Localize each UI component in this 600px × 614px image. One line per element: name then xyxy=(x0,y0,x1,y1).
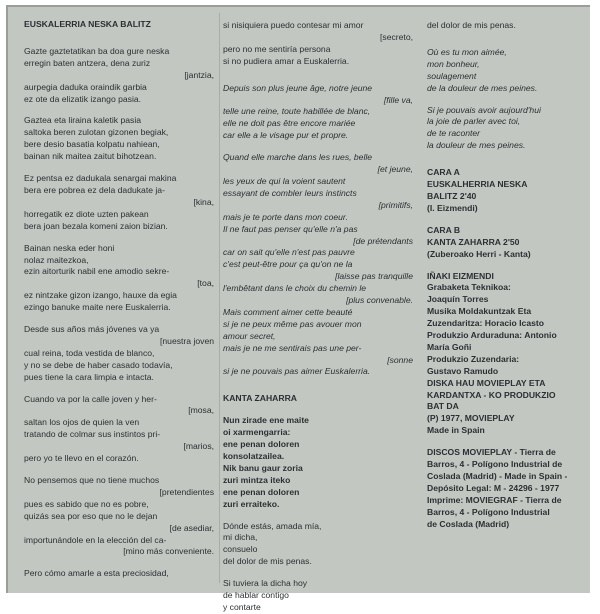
text-line: Depuis son plus jeune âge, notre jeune xyxy=(223,82,373,93)
text-line: Produkzio Zuzendaria: xyxy=(427,353,520,364)
lyrics-basque-spanish xyxy=(24,46,214,580)
text-line: Zuzendaritza: Horacio Icasto xyxy=(427,318,544,329)
text-line: car elle a le visage pur et propre. xyxy=(223,130,349,141)
text-line: Si tuviera la dicha hoy xyxy=(223,578,308,589)
text-line: (Zuberoako Herri - Kanta) xyxy=(427,248,531,259)
text-line: [et jeune, xyxy=(377,164,413,175)
text-line: Barros, 4 - Polígono Industrial xyxy=(427,506,550,517)
text-line: de la douleur de mes peines. xyxy=(427,82,538,93)
text-line: Desde sus años más jóvenes va ya xyxy=(24,324,160,335)
stanza xyxy=(24,568,214,580)
text-line: ezingo banuke maite nere Euskalerria. xyxy=(24,302,171,313)
text-line: car on sait qu'elle n'est pas pauvre xyxy=(223,247,355,258)
text-line: zuri erraiteko. xyxy=(223,498,280,509)
text-line: IÑAKI EIZMENDI xyxy=(427,270,494,281)
text-line: la douleur de mes peines. xyxy=(427,140,526,151)
text-line: Où es tu mon aimée, xyxy=(427,46,507,57)
text-line: konsolatzailea. xyxy=(223,451,285,461)
lyrics-spanish-2 xyxy=(223,521,413,569)
stanza xyxy=(24,475,214,558)
text-line: Quand elle marche dans les rues, belle xyxy=(223,152,373,163)
text-line: mon bonheur, xyxy=(427,58,480,69)
stanza xyxy=(24,173,214,233)
text-line: BAT DA xyxy=(427,401,459,412)
label-info xyxy=(427,447,587,530)
text-line: CARA A xyxy=(427,167,460,178)
text-line: Bainan neska eder honi xyxy=(24,242,115,253)
text-line: cual reina, toda vestida de blanco, xyxy=(24,347,155,358)
text-line: soulagement xyxy=(427,70,477,81)
text-line: Imprime: MOVIEGRAF - Tierra de xyxy=(427,494,562,505)
text-line: [toa, xyxy=(197,278,214,289)
text-line: importunándole en la elección del ca- xyxy=(24,534,167,545)
text-line: [primitifs, xyxy=(378,199,413,210)
text-line: [secreto, xyxy=(380,31,413,42)
text-line: elle ne doit pas être encore mariée xyxy=(223,118,356,129)
text-line: Depósito Legal: M - 24296 - 1977 xyxy=(427,482,560,493)
text-line: Gaztea eta liraina kaletik pasia xyxy=(24,115,142,126)
text-line: saltan los ojos de quien la ven xyxy=(24,417,140,428)
column-divider xyxy=(219,13,220,583)
text-line: si no pudiera amar a Euskalerria. xyxy=(223,55,350,66)
text-line: Nik banu gaur zoria xyxy=(223,462,303,473)
text-line: [jantzia, xyxy=(184,69,214,80)
text-line: si je ne pouvais pas aimer Euskalerria. xyxy=(223,366,371,377)
text-line: horregatik ez diote uzten pakean xyxy=(24,208,149,219)
text-line: la joie de parler avec toi, xyxy=(427,116,521,127)
lyrics-basque-2 xyxy=(223,415,413,510)
column-right xyxy=(427,20,587,531)
text-line: DISCOS MOVIEPLAY - Tierra de xyxy=(427,447,556,458)
text-line: [mino más conveniente. xyxy=(123,546,214,557)
text-line: ene penan doloren xyxy=(223,486,300,497)
text-line: bera joan bezala komeni zaion bizian. xyxy=(24,220,168,231)
text-line: Nun zirade ene maite xyxy=(223,415,309,426)
text-line: [laisse pas tranquille xyxy=(335,271,413,282)
text-line: [fille va, xyxy=(383,94,413,105)
side-b-info xyxy=(427,225,587,261)
stanza xyxy=(24,324,214,384)
text-line: pues tiene la cara limpia e intacta. xyxy=(24,371,154,382)
text-line: aurpegia daduka oraindik garbia xyxy=(24,81,147,92)
text-line: Produkzio Arduraduna: Antonio xyxy=(427,330,557,341)
text-line: [mosa, xyxy=(188,405,214,416)
text-line: de hablar contigo xyxy=(223,590,289,601)
text-line: y contarte xyxy=(223,601,261,612)
text-line: pero yo te llevo en el corazón. xyxy=(24,453,139,464)
text-line: tratando de colmar sus instintos pri- xyxy=(24,429,161,440)
text-line: Musika Moldakuntzak Eta xyxy=(427,306,532,317)
text-line: Made in Spain xyxy=(427,425,485,436)
text-line: essayant de combler leurs instincts xyxy=(223,187,357,198)
stanza xyxy=(24,394,214,465)
text-line: Gazte gaztetatikan ba doa gure neska xyxy=(24,45,170,56)
text-line: mi dicha, xyxy=(223,532,258,543)
text-line: nolaz maitezkoa, xyxy=(24,254,89,265)
text-line: Joaquín Torres xyxy=(427,294,489,305)
text-line: Mais comment aimer cette beauté xyxy=(223,306,353,317)
text-line: [kina, xyxy=(193,196,214,207)
lyrics-spanish-3 xyxy=(223,578,413,614)
text-line: Barros, 4 - Polígono Industrial de xyxy=(427,459,563,470)
text-line: de te raconter xyxy=(427,128,481,139)
text-line: KARDANTXA - KO PRODUKZIO xyxy=(427,389,556,400)
text-line: Ez pentsa ez dadukala senargai makina xyxy=(24,173,177,184)
lyrics-french-3 xyxy=(427,47,587,95)
side-a-info xyxy=(427,167,587,215)
text-line: consuelo xyxy=(223,544,258,555)
text-line: [nuestra joven xyxy=(160,335,214,346)
text-line: Pero cómo amarle a esta preciosidad, xyxy=(24,568,169,579)
text-line: telle une reine, toute habillée de blanc, xyxy=(223,106,371,117)
text-line: si je ne peux même pas avouer mon xyxy=(223,318,362,329)
text-line: No pensemos que no tiene muchos xyxy=(24,475,160,485)
column-left xyxy=(24,19,214,580)
text-line: Il ne faut pas penser qu'elle n'a pas xyxy=(223,223,358,234)
text-line: mais je ne me sentirais pas une per- xyxy=(223,342,362,353)
text-line: amour secret, xyxy=(223,330,276,341)
text-line: Gustavo Ramudo xyxy=(427,365,499,376)
text-line: Coslada (Madrid) - Made in Spain - xyxy=(427,471,568,481)
text-line: mais je te porte dans mon coeur. xyxy=(223,211,348,222)
text-line: KANTA ZAHARRA 2'50 xyxy=(427,236,520,247)
text-line: [de prétendants xyxy=(353,235,413,246)
text-line: y no se debe de haber casado todavía, xyxy=(24,359,173,370)
text-line: quizás sea por eso que no le dejan xyxy=(24,510,158,521)
text-line: l'embêtant dans le choix du chemin le xyxy=(223,283,367,294)
text-line: Cuando va por la calle joven y her- xyxy=(24,393,157,404)
text-line: bainan nik maitea zaitut bihotzean. xyxy=(24,151,157,162)
text-line: Dónde estás, amada mía, xyxy=(223,520,322,531)
text-line: (P) 1977, MOVIEPLAY xyxy=(427,413,515,424)
lyrics-french-1 xyxy=(223,83,413,143)
text-line: oi xarmengarria: xyxy=(223,427,291,438)
text-line: Si je pouvais avoir aujourd'hui xyxy=(427,104,541,115)
song-title-2: KANTA ZAHARRA xyxy=(223,393,297,404)
text-line: pero no me sentiría persona xyxy=(223,43,331,54)
text-line: Grabaketa Teknikoa: xyxy=(427,282,511,293)
production-credits xyxy=(427,271,587,438)
text-line: ene penan doloren xyxy=(223,439,300,450)
lyrics-french-2 xyxy=(223,152,413,378)
column-middle xyxy=(223,20,413,614)
text-line: erregin baten antzera, dena zuriz xyxy=(24,57,151,68)
text-line: María Goñi xyxy=(427,341,472,352)
text-line: DISKA HAU MOVIEPLAY ETA xyxy=(427,377,546,388)
text-line: [sonne xyxy=(387,354,413,365)
record-sleeve-back xyxy=(6,5,590,612)
text-line: (I. Eizmendi) xyxy=(427,202,478,213)
text-line: CARA B xyxy=(427,224,461,235)
text-line: pues es sabido que no es pobre, xyxy=(24,498,149,509)
text-line: del dolor de mis penas. xyxy=(427,20,516,30)
text-line: saltoka beren zulotan gizonen begiak, xyxy=(24,127,169,138)
text-line: [plus convenable. xyxy=(346,295,413,306)
text-line: ez ote da elizatik izango pasia. xyxy=(24,93,142,104)
text-line: si nisiquiera puedo contesar mi amor xyxy=(223,20,364,30)
text-line: del dolor de mis penas. xyxy=(223,556,312,567)
text-line: zuri mintza iteko xyxy=(223,474,291,485)
stanza xyxy=(24,46,214,106)
stanza xyxy=(24,243,214,314)
text-line: c'est peut-être pour ça qu'on ne la xyxy=(223,259,353,270)
lyrics-french-4 xyxy=(427,105,587,153)
text-line: de Coslada (Madrid) xyxy=(427,518,510,529)
text-line: les yeux de qui la voient sautent xyxy=(223,175,346,186)
text-line: [pretendientes xyxy=(159,486,214,497)
song-title-1: EUSKALERRIA NESKA BALITZ xyxy=(24,19,151,29)
text-line: ez nintzake gizon izango, hauxe da egia xyxy=(24,290,177,301)
stanza xyxy=(24,115,214,163)
text-line: [de asediar, xyxy=(169,522,214,533)
lyrics-spanish-cont xyxy=(427,20,587,32)
text-line: EUSKALHERRIA NESKA xyxy=(427,179,528,190)
text-line: BALITZ 2'40 xyxy=(427,190,477,201)
text-line: bera ere pobrea ez dela dadukate ja- xyxy=(24,184,165,195)
lyrics-spanish-end xyxy=(223,20,413,68)
text-line: bere desio basatia kolpatu nahiean, xyxy=(24,139,160,150)
text-line: [marios, xyxy=(183,441,214,452)
text-line: ezin aitorturik nabil ene amodio sekre- xyxy=(24,266,170,277)
